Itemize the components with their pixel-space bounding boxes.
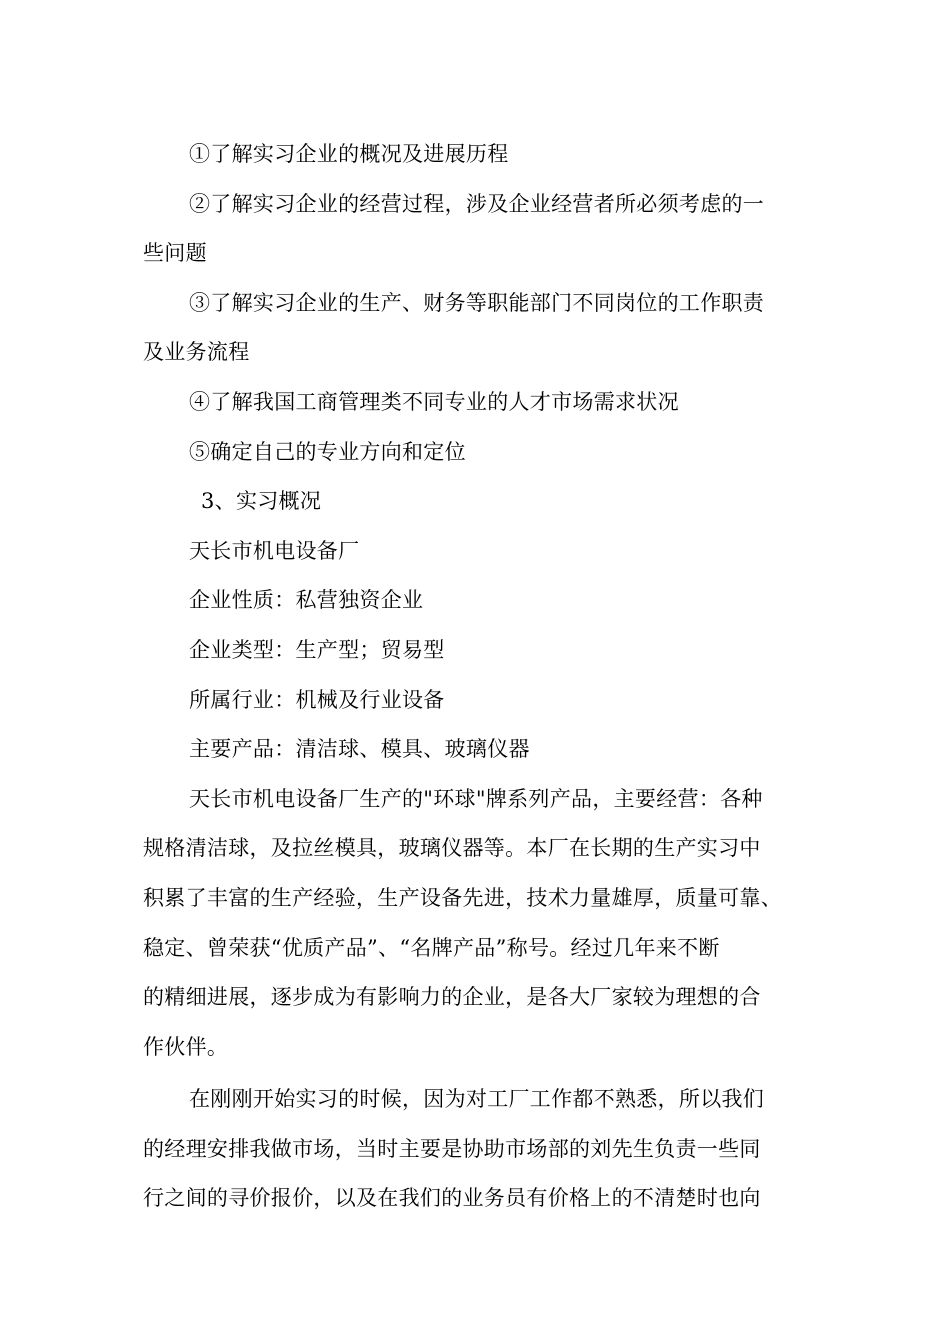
objective-line-2-cont: 些问题 [143,241,207,266]
company-type: 企业类型：生产型；贸易型 [189,637,445,662]
objective-line-2: ②了解实习企业的经营过程，涉及企业经营者所必须考虑的一 [189,191,765,216]
paragraph-1-line-3: 积累了丰富的生产经验，生产设备先进，技术力量雄厚，质量可靠、 [143,885,782,910]
paragraph-1-line-2: 规格清洁球，及拉丝模具，玻璃仪器等。本厂在长期的生产实习中 [143,836,761,861]
objective-line-5: ⑤确定自己的专业方向和定位 [189,439,466,464]
paragraph-1-line-6: 作伙伴。 [143,1034,229,1059]
objective-line-1: ①了解实习企业的概况及进展历程 [189,142,509,166]
company-industry: 所属行业：机械及行业设备 [189,687,445,712]
paragraph-2-line-3: 行之间的寻价报价，以及在我们的业务员有价格上的不清楚时也向 [143,1186,761,1211]
document-body [143,130,813,1224]
objective-line-4: ④了解我国工商管理类不同专业的人才市场需求状况 [189,389,679,414]
company-nature: 企业性质：私营独资企业 [189,588,424,613]
company-products: 主要产品：清洁球、模具、玻璃仪器 [189,737,530,762]
objective-line-3: ③了解实习企业的生产、财务等职能部门不同岗位的工作职责 [189,290,765,315]
paragraph-2-line-1: 在刚刚开始实习的时候，因为对工厂工作都不熟悉，所以我们 [189,1087,765,1112]
objective-line-3-cont: 及业务流程 [143,340,250,365]
section-heading: 3、实习概况 [201,489,322,514]
paragraph-1-line-5: 的精细进展，逐步成为有影响力的企业，是各大厂家较为理想的合 [143,985,761,1010]
paragraph-1-line-4: 稳定、曾荣获“优质产品”、“名牌产品”称号。经过几年来不断 [143,935,720,960]
paragraph-1-line-1: 天长市机电设备厂生产的"环球"牌系列产品，主要经营：各种 [189,786,763,811]
company-name: 天长市机电设备厂 [189,538,360,563]
paragraph-2-line-2: 的经理安排我做市场，当时主要是协助市场部的刘先生负责一些同 [143,1136,761,1161]
